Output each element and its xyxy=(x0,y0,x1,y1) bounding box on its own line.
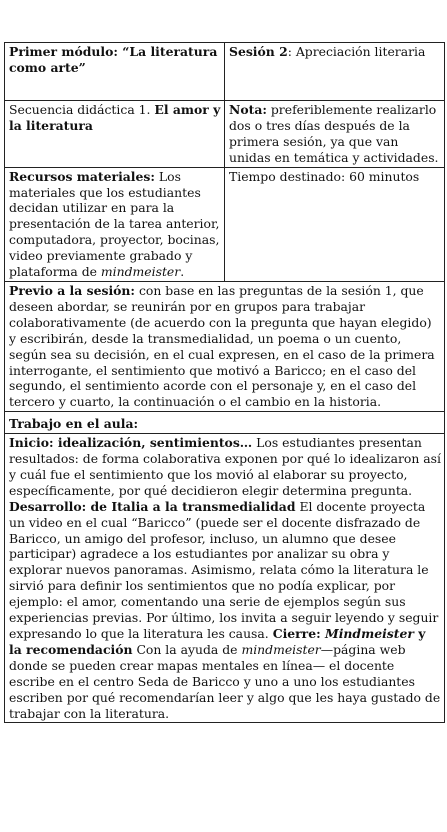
previo-label: Previo a la sesión: xyxy=(9,282,135,298)
table-row xyxy=(5,167,445,281)
table-row xyxy=(5,43,445,101)
sequence-cell xyxy=(5,101,225,168)
resources-cell xyxy=(5,167,225,281)
inicio-label: Inicio: idealización, sentimientos… xyxy=(9,435,253,451)
table-row xyxy=(5,101,445,168)
cierre-text-b: —página web donde se pueden crear mapas mentales en línea— el docente escribe en el centro Seda de Baricco y uno a uno los estudiantes escriben por qué recomendarían leer y algo que les haya gustado de trabajar con la literatura. xyxy=(9,641,441,721)
cierre-tool: Mindmeister xyxy=(325,626,414,641)
trabajo-heading-cell xyxy=(5,412,445,434)
table-row xyxy=(5,412,445,434)
trabajo-body-cell xyxy=(5,434,445,723)
table-row xyxy=(5,434,445,723)
note-cell xyxy=(225,101,445,168)
resources-label: Recursos materiales: xyxy=(9,168,155,184)
table-row xyxy=(5,281,445,411)
resources-tool: mindmeister xyxy=(100,264,181,280)
resources-text: Los materiales que los estudiantes decidan utilizar en para la presentación de la tarea anterior, computadora, proyector, bocinas, video previamente grabado y plataforma de xyxy=(9,168,220,280)
time-cell xyxy=(225,167,445,281)
note-text: preferiblemente realizarlo dos o tres días después de la primera sesión, ya que van unidas en temática y actividades. xyxy=(229,102,439,165)
desarrollo-text: El docente proyecta un video en el cual “Baricco” (puede ser el docente disfrazado de Baricco, un amigo del profesor, incluso, un alumno que desee participar) agradece a los estudiantes por analizar su obra y explorar nuevos panoramas. Asimismo, relata cómo la literatura le sirvió para definir los sentimientos que no podía explicar, por ejemplo: el amor, comentando una serie de ejemplos según sus experiencias previas. Por último, los invita a seguir leyendo y seguir expresando lo que la literatura les causa. xyxy=(9,498,439,641)
note-label: Nota: xyxy=(229,102,267,117)
cierre-label: Cierre: Mindmeister y la recomendación xyxy=(9,626,426,657)
sequence-title: El amor y la literatura xyxy=(9,102,221,133)
session-label: Sesión 2 xyxy=(229,44,288,59)
resources-end: . xyxy=(180,264,185,280)
lesson-plan-table xyxy=(4,42,445,723)
cierre-text-a: Con la ayuda de xyxy=(136,641,238,657)
trabajo-heading: Trabajo en el aula: xyxy=(9,416,139,432)
inicio-text: Los estudiantes presentan resultados: de forma colaborativa exponen por qué lo idealizaron así y cuál fue el sentimiento que los movió al elaborar su proyecto, específicamente, por qué decidieron elegir determina pregunta. xyxy=(9,435,441,498)
session-cell xyxy=(225,43,445,101)
module-title: Primer módulo: “La literatura como arte” xyxy=(9,44,218,75)
sequence-text: Secuencia didáctica 1. xyxy=(9,102,151,117)
module-title-cell xyxy=(5,43,225,101)
previo-cell xyxy=(5,281,445,411)
desarrollo-label: Desarrollo: de Italia a la transmedialidad xyxy=(9,498,296,514)
session-text: : Apreciación literaria xyxy=(287,44,426,59)
time-text: Tiempo destinado: 60 minutos xyxy=(229,168,420,184)
cierre-tool-lower: mindmeister xyxy=(241,641,321,657)
previo-text: con base en las preguntas de la sesión 1, que deseen abordar, se reunirán por en grupos para trabajar colaborativamente (de acuerdo con la pregunta que hayan elegido) y escribirán, desde la transmedialidad, un poema o un cuento, según sea su decisión, en el cual expresen, en el caso de la primera interrogante, el sentimiento que motivó a Baricco; en el caso del segundo, el sentimiento acorde con el personaje y, en el caso del tercero y cuarto, la continuación o el cambio en la historia. xyxy=(9,282,435,410)
